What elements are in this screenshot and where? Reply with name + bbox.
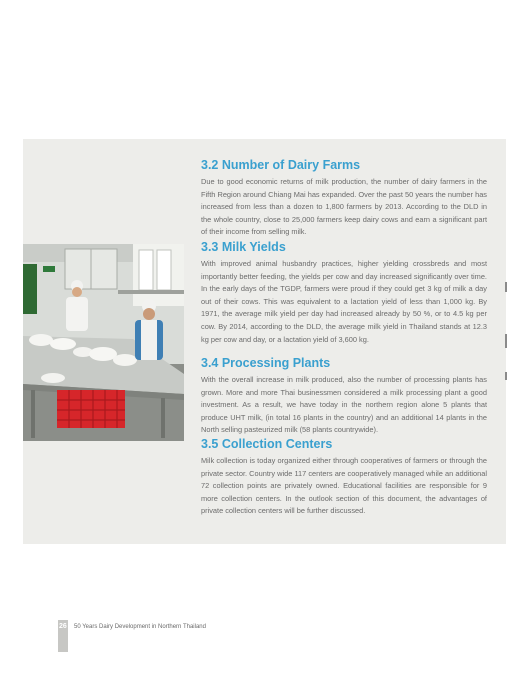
margin-mark — [505, 334, 507, 348]
page-number: 26 — [59, 623, 67, 630]
running-title: 50 Years Dairy Development in Northern Thailand — [74, 624, 206, 630]
section-body: With the overall increase in milk produced, also the number of processing plants has grown. More and more Thai businessmen considered a milk processing plant a good investment. As a result, we have today in the northern region alone 5 plants that produce UHT milk, (in total 16 plants in the country) and an additional 14 plants in the North selling pasteurized milk (58 plants countrywide). — [201, 375, 487, 435]
section-dairy-farms — [201, 158, 487, 239]
section-body: Due to good economic returns of milk production, the number of dairy farmers in the Fifth Region around Chiang Mai has expanded. Over the past 50 years the number has increased from less than a dozen to 1,800 farmers by 2013. According to the DLD in the whole country, close to 25,000 farmers keep dairy cows and earn a significant part of their income from selling milk. — [201, 177, 487, 237]
margin-mark — [505, 282, 507, 292]
section-collection-centers — [201, 437, 487, 518]
dairy-processing-photo — [23, 244, 184, 441]
section-title: 3.4 Processing Plants — [201, 356, 331, 370]
section-title: 3.5 Collection Centers — [201, 437, 333, 451]
section-body: Milk collection is today organized either through cooperatives of farmers or through the private sector. Country wide 117 centers are cooperatively managed while an additional 72 collection points are privately owned. Educational facilities are responsible for 9 more collection centers. In the outlook section of this document, the advantages of private collection centers will be further discussed. — [201, 456, 487, 516]
section-title: 3.2 Number of Dairy Farms — [201, 158, 361, 172]
section-milk-yields — [201, 240, 487, 346]
section-body: With improved animal husbandry practices, higher yielding crossbreds and most importantly better feeding, the yields per cow and day increased significantly over time. In the early days of the TGDP, farmers were proud if they could get 3 kg of milk a day out of their cows. This was equivalent to a lactation yield of less than 1,000 kg. By 1971, the average milk yield per day had increased already by 50 %, or to 4.5 kg per cow. By 2014, according to the DLD, the average milk yield in Thailand stands at 12.3 kg per cow and day, or a lactation yield of 3,600 kg. — [201, 259, 487, 344]
section-processing-plants — [201, 356, 487, 437]
margin-mark — [505, 372, 507, 380]
section-title: 3.3 Milk Yields — [201, 240, 286, 254]
